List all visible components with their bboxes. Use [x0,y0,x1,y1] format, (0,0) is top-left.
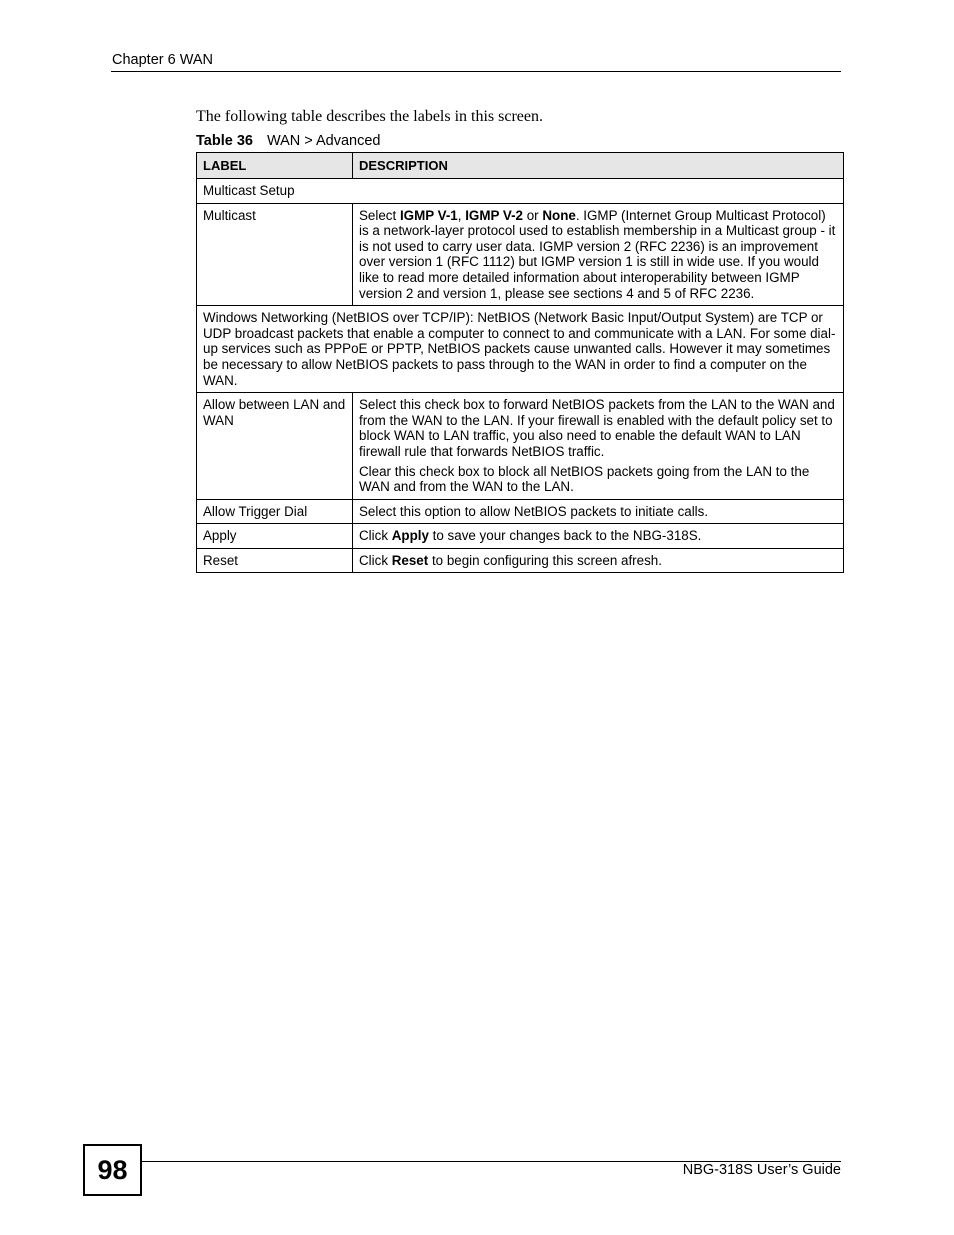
table-row [197,393,844,500]
table-row [197,203,844,306]
header-description: DESCRIPTION [353,153,844,179]
table-row [197,306,844,393]
row-label: Multicast [197,203,353,306]
page-number: 98 [83,1144,142,1196]
table-row [197,179,844,204]
table-row [197,499,844,524]
table-row [197,524,844,549]
row-description: Click Reset to begin configuring this screen afresh. [353,548,844,573]
header-label: LABEL [197,153,353,179]
row-label: Reset [197,548,353,573]
row-description: Select IGMP V-1, IGMP V-2 or None. IGMP (Internet Group Multicast Protocol) is a network-layer protocol used to establish membership in a Multicast group - it is not used to carry user data. IGMP version 2 (RFC 2236) is an improvement over version 1 (RFC 1112) but IGMP version 1 is still in wide use. If you would like to read more detailed information about interoperability between IGMP version 2 and version 1, please see sections 4 and 5 of RFC 2236. [353,203,844,306]
description-paragraph: Clear this check box to block all NetBIOS packets going from the LAN to the WAN and from the WAN to the LAN. [359,463,810,495]
table-row [197,548,844,573]
description-paragraph: Select this check box to forward NetBIOS packets from the LAN to the WAN and from the WAN to the LAN. If your firewall is enabled with the default policy set to block WAN to LAN traffic, you also need to enable the default WAN to LAN firewall rule that forwards NetBIOS traffic. [359,397,835,459]
labels-table [196,152,844,573]
row-label: Apply [197,524,353,549]
row-label: Allow between LAN and WAN [197,393,353,500]
row-label: Allow Trigger Dial [197,499,353,524]
intro-paragraph: The following table describes the labels in this screen. [196,108,544,125]
guide-title: NBG-318S User’s Guide [682,1162,841,1178]
header-rule [111,71,841,72]
row-description: Click Apply to save your changes back to the NBG-318S. [353,524,844,549]
row-description: Select this option to allow NetBIOS packets to initiate calls. [353,499,844,524]
table-number: Table 36 [196,133,253,149]
section-multicast-setup: Multicast Setup [197,179,844,204]
table-caption [196,133,380,149]
row-description [353,393,844,500]
section-windows-networking: Windows Networking (NetBIOS over TCP/IP): NetBIOS (Network Basic Input/Output System) are TCP or UDP broadcast packets that enable a computer to connect to and communicate with a LAN. For some dial-up services such as PPPoE or PPTP, NetBIOS packets cause unwanted calls. However it may sometimes be necessary to allow NetBIOS packets to pass through to the WAN in order to find a computer on the WAN. [197,306,844,393]
table-header-row [197,153,844,179]
table-title: WAN > Advanced [266,133,381,149]
running-header: Chapter 6 WAN [112,52,213,68]
